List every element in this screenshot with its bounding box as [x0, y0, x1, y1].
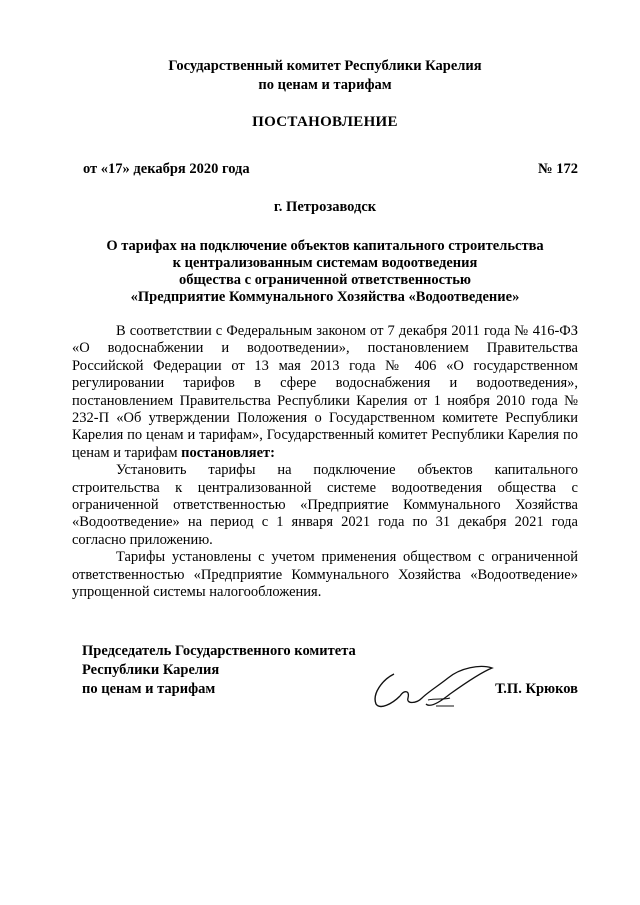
title-line: общества с ограниченной ответственностью	[179, 272, 471, 288]
preamble-text: В соответствии с Федеральным законом от 7 декабря 2011 года № 416-ФЗ «О водоснабжении и водоотведении», постановлением Правительства Российской Федерации от 13 мая 2013 года № 406 «О государственном регулировании тарифов в сфере водоснабжения и водоотведения», постановлением Правительства Республики Карелия от 1 ноября 2010 года № 232-П «Об утверждении Положения о Государственном комитете Республики Карелия по ценам и тарифам», Государственный комитет Республики Карелия по ценам и тарифам	[72, 323, 578, 461]
title-line: «Предприятие Коммунального Хозяйства «Водоотведение»	[130, 289, 520, 305]
document-body	[72, 323, 578, 602]
issuer-heading	[72, 0, 578, 95]
signatory-position-line-2: Республики Карелия	[82, 661, 220, 678]
handwritten-signature	[368, 660, 496, 712]
title-line: О тарифах на подключение объектов капитального строительства	[106, 238, 544, 254]
issuer-line-1: Государственный комитет Республики Карелия	[168, 58, 482, 74]
body-paragraph-2: Тарифы установлены с учетом применения обществом с ограниченной ответственностью «Предприятие Коммунального Хозяйства «Водоотведение» упрощенной системы налогообложения.	[72, 549, 578, 601]
preamble-paragraph	[72, 323, 578, 462]
document-date: от «17» декабря 2020 года	[83, 161, 250, 177]
title-line: к централизованным системам водоотведения	[172, 255, 478, 271]
document-city: г. Петрозаводск	[273, 199, 377, 215]
document-number: № 172	[538, 161, 578, 177]
signature-block	[72, 642, 578, 712]
signatory-position-line-3: по ценам и тарифам	[82, 680, 216, 697]
body-paragraph-1: Установить тарифы на подключение объектов капитального строительства к централизованной системе водоотведения общества с ограниченной ответственностью «Предприятие Коммунального Хозяйства «Водоотведение» на период с 1 января 2021 года по 31 декабря 2021 года согласно приложению.	[72, 462, 578, 548]
resolves-word: постановляет:	[181, 444, 276, 461]
document-type: ПОСТАНОВЛЕНИЕ	[252, 114, 398, 130]
document-title	[72, 238, 578, 306]
issuer-line-2: по ценам и тарифам	[258, 77, 392, 93]
signatory-name: Т.П. Крюков	[495, 680, 578, 697]
signatory-position-line-1: Председатель Государственного комитета	[82, 642, 356, 659]
date-number-line	[72, 161, 578, 178]
